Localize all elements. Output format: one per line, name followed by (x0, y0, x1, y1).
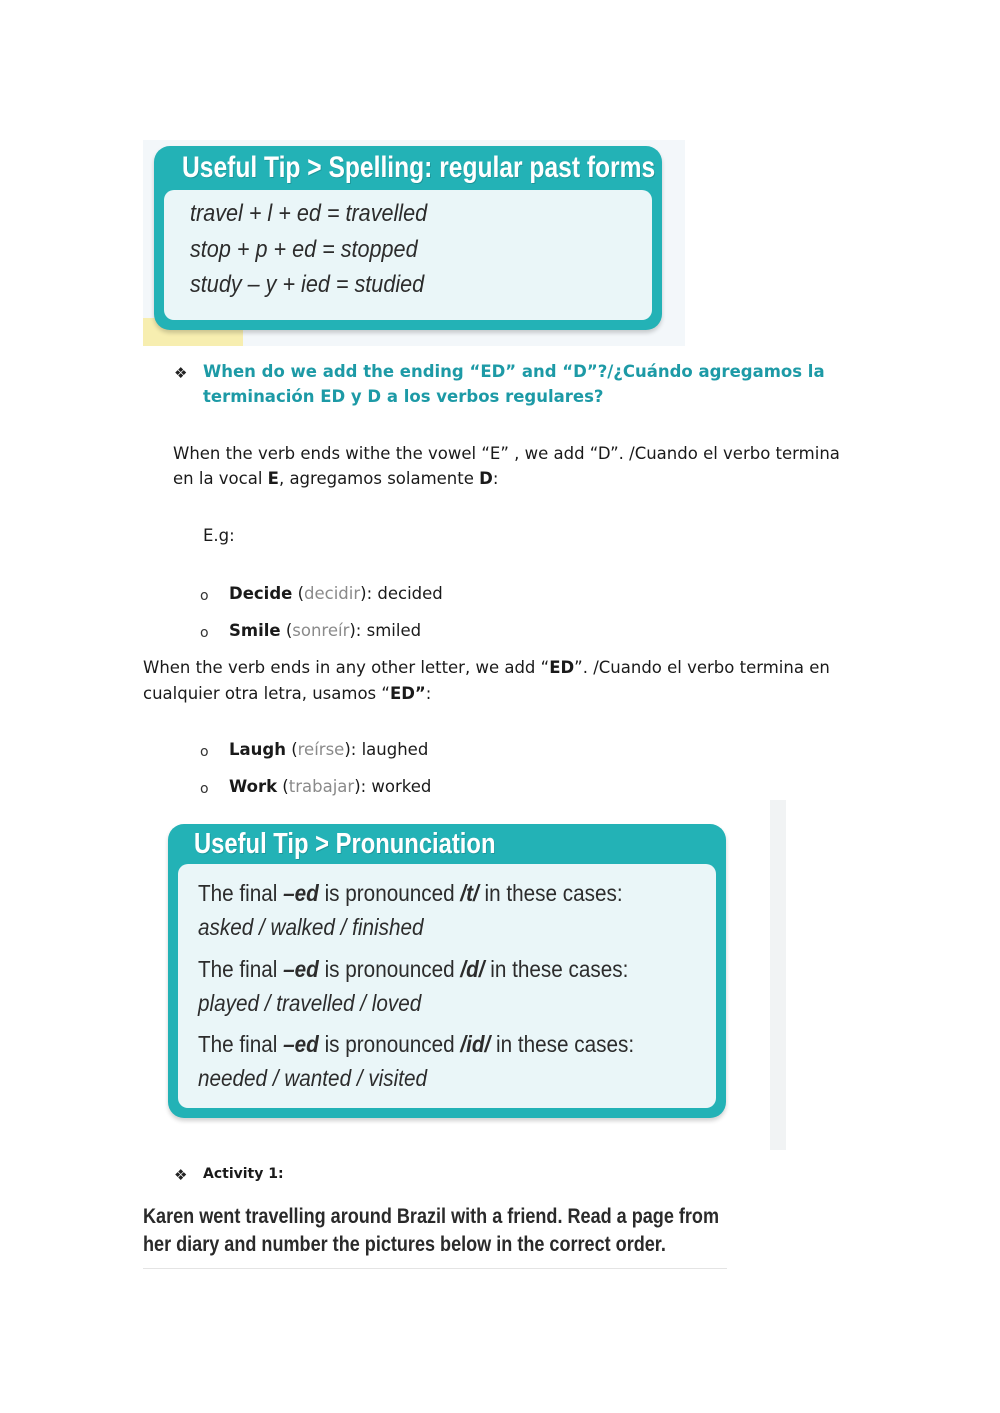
rule-prefix: The final (198, 956, 284, 982)
activity-instruction-line2: her diary and number the pictures below in the correct order. (143, 1233, 666, 1256)
tip-spelling-line: study – y + ied = studied (190, 271, 425, 298)
tip-pronunciation-box (168, 824, 726, 1118)
example-smile (229, 621, 421, 640)
rule-suffix: in these cases: (478, 880, 623, 906)
rule-ed-text: When the verb ends in any other letter, we add “ (143, 658, 550, 677)
activity-label: Activity 1: (203, 1166, 284, 1182)
example-work (229, 777, 431, 796)
rule-d-text: , agregamos solamente (278, 469, 480, 488)
rule-middle: is pronounced (318, 956, 461, 982)
diamond-bullet-icon: ❖ (174, 364, 188, 382)
question-heading-line2: terminación ED y D a los verbos regulares? (203, 387, 604, 406)
example-result: ): worked (354, 777, 432, 796)
example-paren: ( (285, 740, 298, 759)
example-paren: ( (280, 621, 293, 640)
tip-spelling-title: Useful Tip > Spelling: regular past forms (182, 151, 656, 184)
example-word: Laugh (229, 740, 286, 759)
eg-label: E.g: (203, 526, 235, 545)
rule-sound: /t/ (460, 880, 479, 906)
rule-sound: /id/ (460, 1031, 491, 1057)
activity-divider (143, 1268, 727, 1269)
example-translation: decidir (304, 584, 361, 603)
rule-d-letter-e: E (267, 469, 279, 488)
tip-spelling-inner (164, 190, 652, 320)
tip-spelling-line: travel + l + ed = travelled (190, 200, 428, 227)
pronunciation-rule-t (198, 880, 623, 907)
rule-prefix: The final (198, 1031, 284, 1057)
pronunciation-rule-d (198, 956, 628, 983)
rule-ending: –ed (283, 956, 319, 982)
rule-ed-text: ”. /Cuando el verbo termina en (574, 658, 830, 677)
rule-ed-colon: : (425, 684, 432, 703)
pronunciation-examples-id: needed / wanted / visited (198, 1065, 428, 1091)
rule-d-letter-d: D (479, 469, 493, 488)
rule-ed-text: cualquier otra letra, usamos “ (143, 684, 390, 703)
rule-ed-ending: ED (549, 658, 575, 677)
example-decide (229, 584, 443, 603)
pronunciation-examples-t: asked / walked / finished (198, 914, 424, 940)
rule-ed-line1 (143, 658, 830, 677)
circle-bullet-icon: o (200, 781, 209, 797)
example-laugh (229, 740, 428, 759)
rule-prefix: The final (198, 880, 284, 906)
example-word: Work (229, 777, 278, 796)
rule-ending: –ed (283, 1031, 319, 1057)
rule-ed-ending: ED” (389, 684, 426, 703)
rule-middle: is pronounced (318, 880, 461, 906)
pronunciation-examples-d: played / travelled / loved (198, 990, 422, 1016)
rule-sound: /d/ (460, 956, 485, 982)
tip-pronunciation-title: Useful Tip > Pronunciation (194, 828, 496, 860)
example-result: ): laughed (344, 740, 429, 759)
example-result: ): decided (360, 584, 443, 603)
example-translation: reírse (297, 740, 345, 759)
example-paren: ( (277, 777, 289, 796)
rule-d-line1: When the verb ends withe the vowel “E” , we add “D”. /Cuando el verbo termina (173, 444, 840, 463)
rule-suffix: in these cases: (490, 1031, 635, 1057)
question-heading-line1: When do we add the ending “ED” and “D”?/¿Cuándo agregamos la (203, 362, 825, 381)
rule-d-text: en la vocal (173, 469, 268, 488)
example-word: Decide (229, 584, 293, 603)
pronunciation-rule-id (198, 1031, 634, 1058)
example-translation: trabajar (288, 777, 355, 796)
circle-bullet-icon: o (200, 588, 209, 604)
tip-spelling-box (154, 146, 662, 330)
example-paren: ( (292, 584, 305, 603)
tip-pronunciation-edge (770, 800, 786, 1150)
rule-d-line2 (173, 469, 498, 488)
example-result: ): smiled (349, 621, 422, 640)
circle-bullet-icon: o (200, 744, 209, 760)
rule-ending: –ed (283, 880, 319, 906)
rule-ed-line2 (143, 684, 431, 703)
circle-bullet-icon: o (200, 625, 209, 641)
example-translation: sonreír (292, 621, 350, 640)
tip-pronunciation-inner (178, 864, 716, 1108)
rule-d-colon: : (492, 469, 499, 488)
rule-suffix: in these cases: (484, 956, 629, 982)
tip-spelling-line: stop + p + ed = stopped (190, 236, 418, 263)
activity-instruction-line1: Karen went travelling around Brazil with a friend. Read a page from (143, 1205, 720, 1228)
rule-middle: is pronounced (318, 1031, 461, 1057)
diamond-bullet-icon: ❖ (174, 1166, 188, 1184)
example-word: Smile (229, 621, 281, 640)
